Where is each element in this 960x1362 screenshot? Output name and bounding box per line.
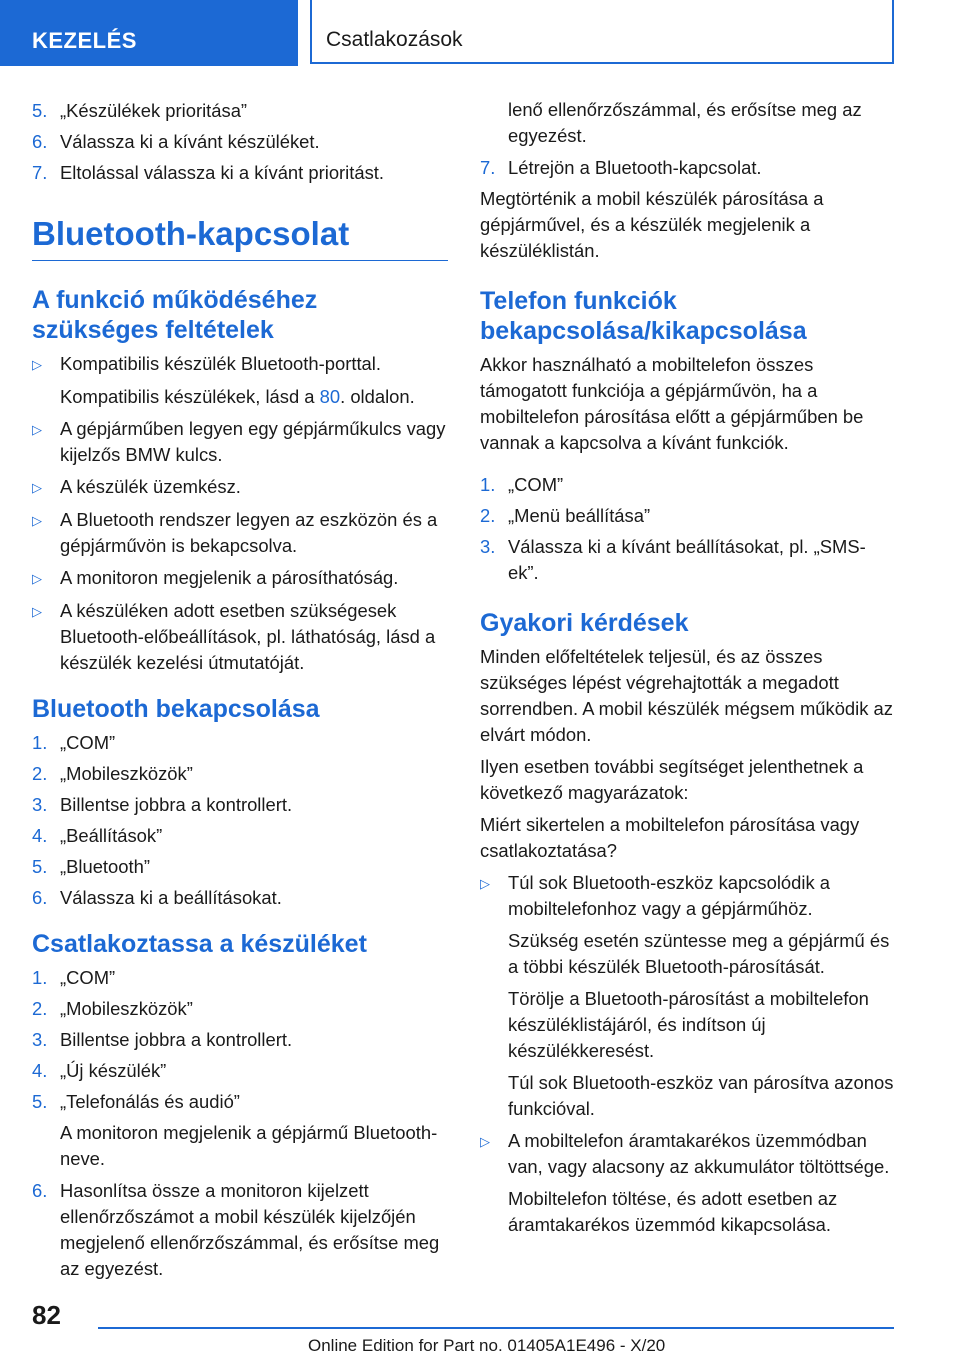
list-item (32, 1027, 448, 1053)
bullet-item (32, 565, 448, 592)
step-text: Válassza ki a beállításokat. (60, 887, 282, 908)
list-item (32, 965, 448, 991)
step-text: „COM” (60, 967, 116, 988)
step-number: 4. (32, 1060, 48, 1081)
bullet-subtext (32, 384, 448, 410)
step-number: 5. (32, 100, 48, 121)
step-number: 2. (32, 998, 48, 1019)
heading-phone-functions: Telefon funkciók bekapcsolása/kikapcsolása (480, 287, 807, 345)
step-number: 1. (32, 967, 48, 988)
bullet-item (32, 474, 448, 501)
page-link[interactable]: 80 (319, 386, 341, 407)
list-item (32, 129, 448, 155)
list-item (32, 160, 448, 186)
step-text: Létrejön a Bluetooth-kapcsolat. (508, 157, 762, 178)
faq-paragraph: Ilyen esetben további segítséget jelenthetnek a következő magyarázatok: (480, 756, 864, 803)
bullet-text: Kompatibilis készülék Bluetooth-porttal. (60, 353, 381, 374)
bullet-item (32, 598, 448, 676)
step-subtext: A monitoron megjelenik a gépjármű Bluetooth-neve. (60, 1122, 438, 1169)
bullet-text: A készülék üzemkész. (60, 476, 241, 497)
footer-edition: Online Edition for Part no. 01405A1E496 - X/20 (308, 1336, 666, 1355)
heading-prerequisites (32, 285, 448, 345)
bullet-item (32, 351, 448, 378)
list-item (480, 534, 896, 586)
triangle-bullet-icon: ▷ (32, 513, 42, 528)
bullet-text: A gépjárműben legyen egy gépjárműkulcs vagy kijelzős BMW kulcs. (60, 418, 446, 465)
faq-paragraph: Minden előfeltételek teljesül, és az összes szükséges lépést végrehajtották a megadott sorrendben. A mobil készülék mégsem működik az elvárt módon. (480, 646, 893, 745)
page-number: 82 (32, 1300, 61, 1330)
step-text: „Mobileszközök” (60, 763, 193, 784)
triangle-bullet-icon: ▷ (32, 604, 42, 619)
step-text: „Beállítások” (60, 825, 163, 846)
bullet-text: A készüléken adott esetben szükségesek Bluetooth-előbeállítások, pl. láthatóság, lásd a készülék kezelési útmutatóját. (60, 600, 436, 673)
bullet-text: A Bluetooth rendszer legyen az eszközön és a gépjárművön is bekapcsolva. (60, 509, 438, 556)
step-text: „Menü beállítása” (508, 505, 651, 526)
step-number: 7. (480, 157, 496, 178)
list-item (32, 823, 448, 849)
chapter-tab: Csatlakozások (310, 0, 894, 64)
bullet-subtext: Mobiltelefon töltése, és adott esetben az áramtakarékos üzemmód kikapcsolása. (508, 1188, 838, 1235)
step-text: Billentse jobbra a kontrollert. (60, 794, 293, 815)
bullet-text: A mobiltelefon áramtakarékos üzemmódban van, vagy alacsony az akkumulátor töltöttsége. (508, 1130, 890, 1177)
heading-connect-device: Csatlakoztassa a készüléket (32, 930, 367, 958)
step-text: Hasonlítsa össze a monitoron kijelzett ellenőrzőszámot a mobil készülék kijelzőjén megjelenő ellenőrzőszámmal, és erősítse meg az egyezést. (60, 1180, 440, 1279)
step-number: 2. (32, 763, 48, 784)
triangle-bullet-icon: ▷ (32, 357, 42, 372)
step-text: „Telefonálás és audió” (60, 1091, 240, 1112)
step-number: 6. (32, 131, 48, 152)
step-number: 3. (480, 536, 496, 557)
phone-functions-text: Akkor használható a mobiltelefon összes támogatott funkciója a gépjárművön, ha a mobiltelefon párosítása előtt a gépjárműben be vannak a kapcsolva a kívánt funkciók. (480, 354, 864, 453)
section-tab: KEZELÉS (0, 0, 298, 66)
pairing-note: Megtörténik a mobil készülék párosítása a gépjárművel, és a készülék megjelenik a készüléklistán. (480, 188, 824, 261)
bullet-item (480, 1128, 896, 1180)
bullet-item (480, 870, 896, 922)
list-item (480, 503, 896, 529)
list-item (32, 1178, 448, 1279)
triangle-bullet-icon: ▷ (32, 422, 42, 437)
bullet-text: Túl sok Bluetooth-eszköz kapcsolódik a mobiltelefonhoz vagy a gépjárműhöz. (508, 872, 830, 919)
step-text: Válassza ki a kívánt készüléket. (60, 131, 320, 152)
step-number: 1. (480, 474, 496, 495)
left-column (32, 98, 448, 1279)
step-number: 6. (32, 1180, 48, 1201)
bullet-subtext: Túl sok Bluetooth-eszköz van párosítva azonos funkcióval. (508, 1072, 894, 1119)
step-number: 3. (32, 1029, 48, 1050)
list-item (32, 885, 448, 911)
subtext-end: . oldalon. (340, 386, 415, 407)
list-item (480, 155, 896, 181)
step-number: 4. (32, 825, 48, 846)
list-item (32, 730, 448, 756)
step-number: 5. (32, 856, 48, 877)
list-item (32, 996, 448, 1022)
step-number: 5. (32, 1091, 48, 1112)
step-number: 1. (32, 732, 48, 753)
step-text: Eltolással válassza ki a kívánt prioritást. (60, 162, 385, 183)
step-text: „COM” (60, 732, 116, 753)
footer-divider (98, 1327, 894, 1329)
bullet-item (32, 507, 448, 559)
bullet-subtext: Szükség esetén szüntesse meg a gépjármű és a többi készülék Bluetooth-párosítását. (508, 930, 890, 977)
step-text: Billentse jobbra a kontrollert. (60, 1029, 293, 1050)
step-text: „Mobileszközök” (60, 998, 193, 1019)
triangle-bullet-icon: ▷ (32, 480, 42, 495)
step-text: „Készülékek prioritása” (60, 100, 248, 121)
right-column (480, 98, 896, 1244)
heading-line: szükséges feltételek (32, 316, 274, 344)
bullet-subtext: Törölje a Bluetooth-párosítást a mobiltelefon készüléklistájáról, és indítson új készülékkeresést. (508, 988, 869, 1061)
list-item (480, 472, 896, 498)
list-item (32, 854, 448, 880)
section-heading-bluetooth: Bluetooth-kapcsolat (32, 214, 448, 261)
step-text: „Új készülék” (60, 1060, 167, 1081)
triangle-bullet-icon: ▷ (480, 876, 490, 891)
heading-enable-bluetooth: Bluetooth bekapcsolása (32, 695, 320, 723)
step-continuation: lenő ellenőrzőszámmal, és erősítse meg az egyezést. (508, 99, 862, 146)
list-item (32, 792, 448, 818)
step-text: Válassza ki a kívánt beállításokat, pl. „SMS-ek”. (508, 536, 866, 583)
subtext-start: Kompatibilis készülékek, lásd a (60, 386, 320, 407)
heading-faq: Gyakori kérdések (480, 609, 689, 637)
bullet-text: A monitoron megjelenik a párosíthatóság. (60, 567, 399, 588)
bullet-item (32, 416, 448, 468)
step-number: 7. (32, 162, 48, 183)
step-text: „COM” (508, 474, 564, 495)
triangle-bullet-icon: ▷ (32, 571, 42, 586)
triangle-bullet-icon: ▷ (480, 1134, 490, 1149)
list-item (32, 1089, 448, 1115)
step-text: „Bluetooth” (60, 856, 150, 877)
step-number: 6. (32, 887, 48, 908)
page-header (0, 0, 960, 66)
faq-question: Miért sikertelen a mobiltelefon párosítása vagy csatlakoztatása? (480, 814, 860, 861)
list-item (32, 98, 448, 124)
heading-line: A funkció működéséhez (32, 286, 318, 314)
list-item (32, 1058, 448, 1084)
step-number: 2. (480, 505, 496, 526)
step-number: 3. (32, 794, 48, 815)
list-item (32, 761, 448, 787)
